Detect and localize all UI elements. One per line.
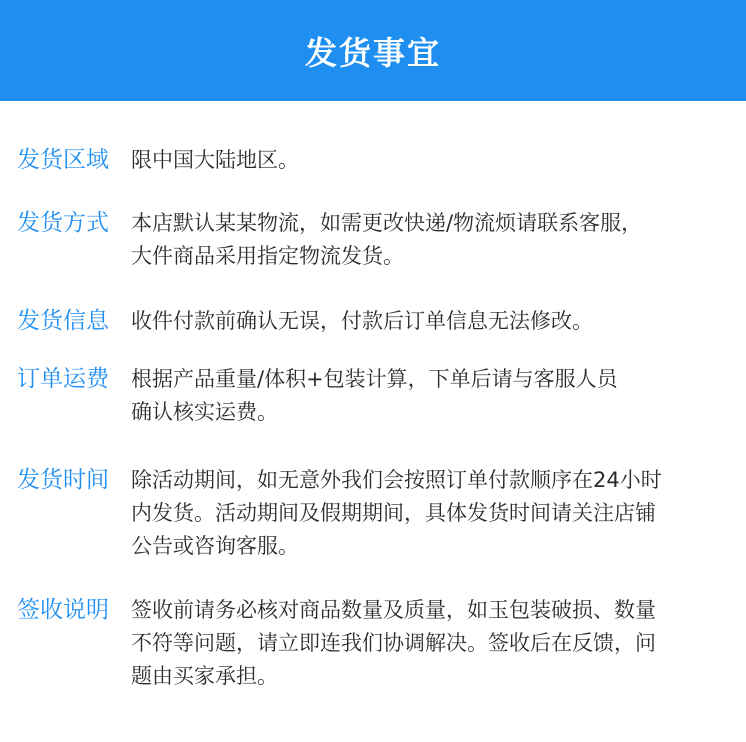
row-text-line: 题由买家承担。 bbox=[131, 664, 278, 688]
row-text-line: 本店默认某某物流，如需更改快递/物流烦请联系客服， bbox=[131, 211, 643, 235]
row-label: 签收说明 bbox=[17, 597, 109, 623]
row-text-line: 大件商品采用指定物流发货。 bbox=[131, 244, 404, 268]
row-text-line: 根据产品重量/体积+包装计算，下单后请与客服人员 bbox=[131, 367, 618, 391]
row-label: 订单运费 bbox=[17, 366, 109, 392]
row-label: 发货时间 bbox=[17, 467, 109, 493]
row-text bbox=[131, 207, 729, 273]
row-text-line: 限中国大陆地区。 bbox=[131, 148, 299, 172]
row-label: 发货信息 bbox=[17, 308, 109, 334]
row-text bbox=[131, 464, 729, 563]
row-text-line: 确认核实运费。 bbox=[131, 400, 278, 424]
row-text bbox=[131, 144, 729, 177]
row-label: 发货区域 bbox=[17, 147, 109, 173]
row-text-line: 不符等问题，请立即连我们协调解决。签收后在反馈，问 bbox=[131, 631, 656, 655]
page-title: 发货事宜 bbox=[304, 33, 441, 72]
row-shipping-time bbox=[17, 464, 729, 563]
row-label: 发货方式 bbox=[17, 210, 109, 236]
row-text-line: 公告或咨询客服。 bbox=[131, 534, 299, 558]
row-text bbox=[131, 594, 729, 693]
row-text-line: 收件付款前确认无误，付款后订单信息无法修改。 bbox=[131, 309, 593, 333]
row-text-line: 内发货。活动期间及假期期间，具体发货时间请关注店铺 bbox=[131, 501, 656, 525]
row-text bbox=[131, 363, 729, 429]
row-text bbox=[131, 305, 729, 338]
row-shipping-method bbox=[17, 207, 729, 273]
row-shipping-region bbox=[17, 144, 729, 177]
row-receipt-notes bbox=[17, 594, 729, 693]
row-order-freight bbox=[17, 363, 729, 429]
header-banner bbox=[0, 0, 746, 101]
row-text-line: 除活动期间，如无意外我们会按照订单付款顺序在24小时 bbox=[131, 468, 662, 492]
row-text-line: 签收前请务必核对商品数量及质量，如玉包装破损、数量 bbox=[131, 598, 656, 622]
row-shipping-info bbox=[17, 305, 729, 338]
